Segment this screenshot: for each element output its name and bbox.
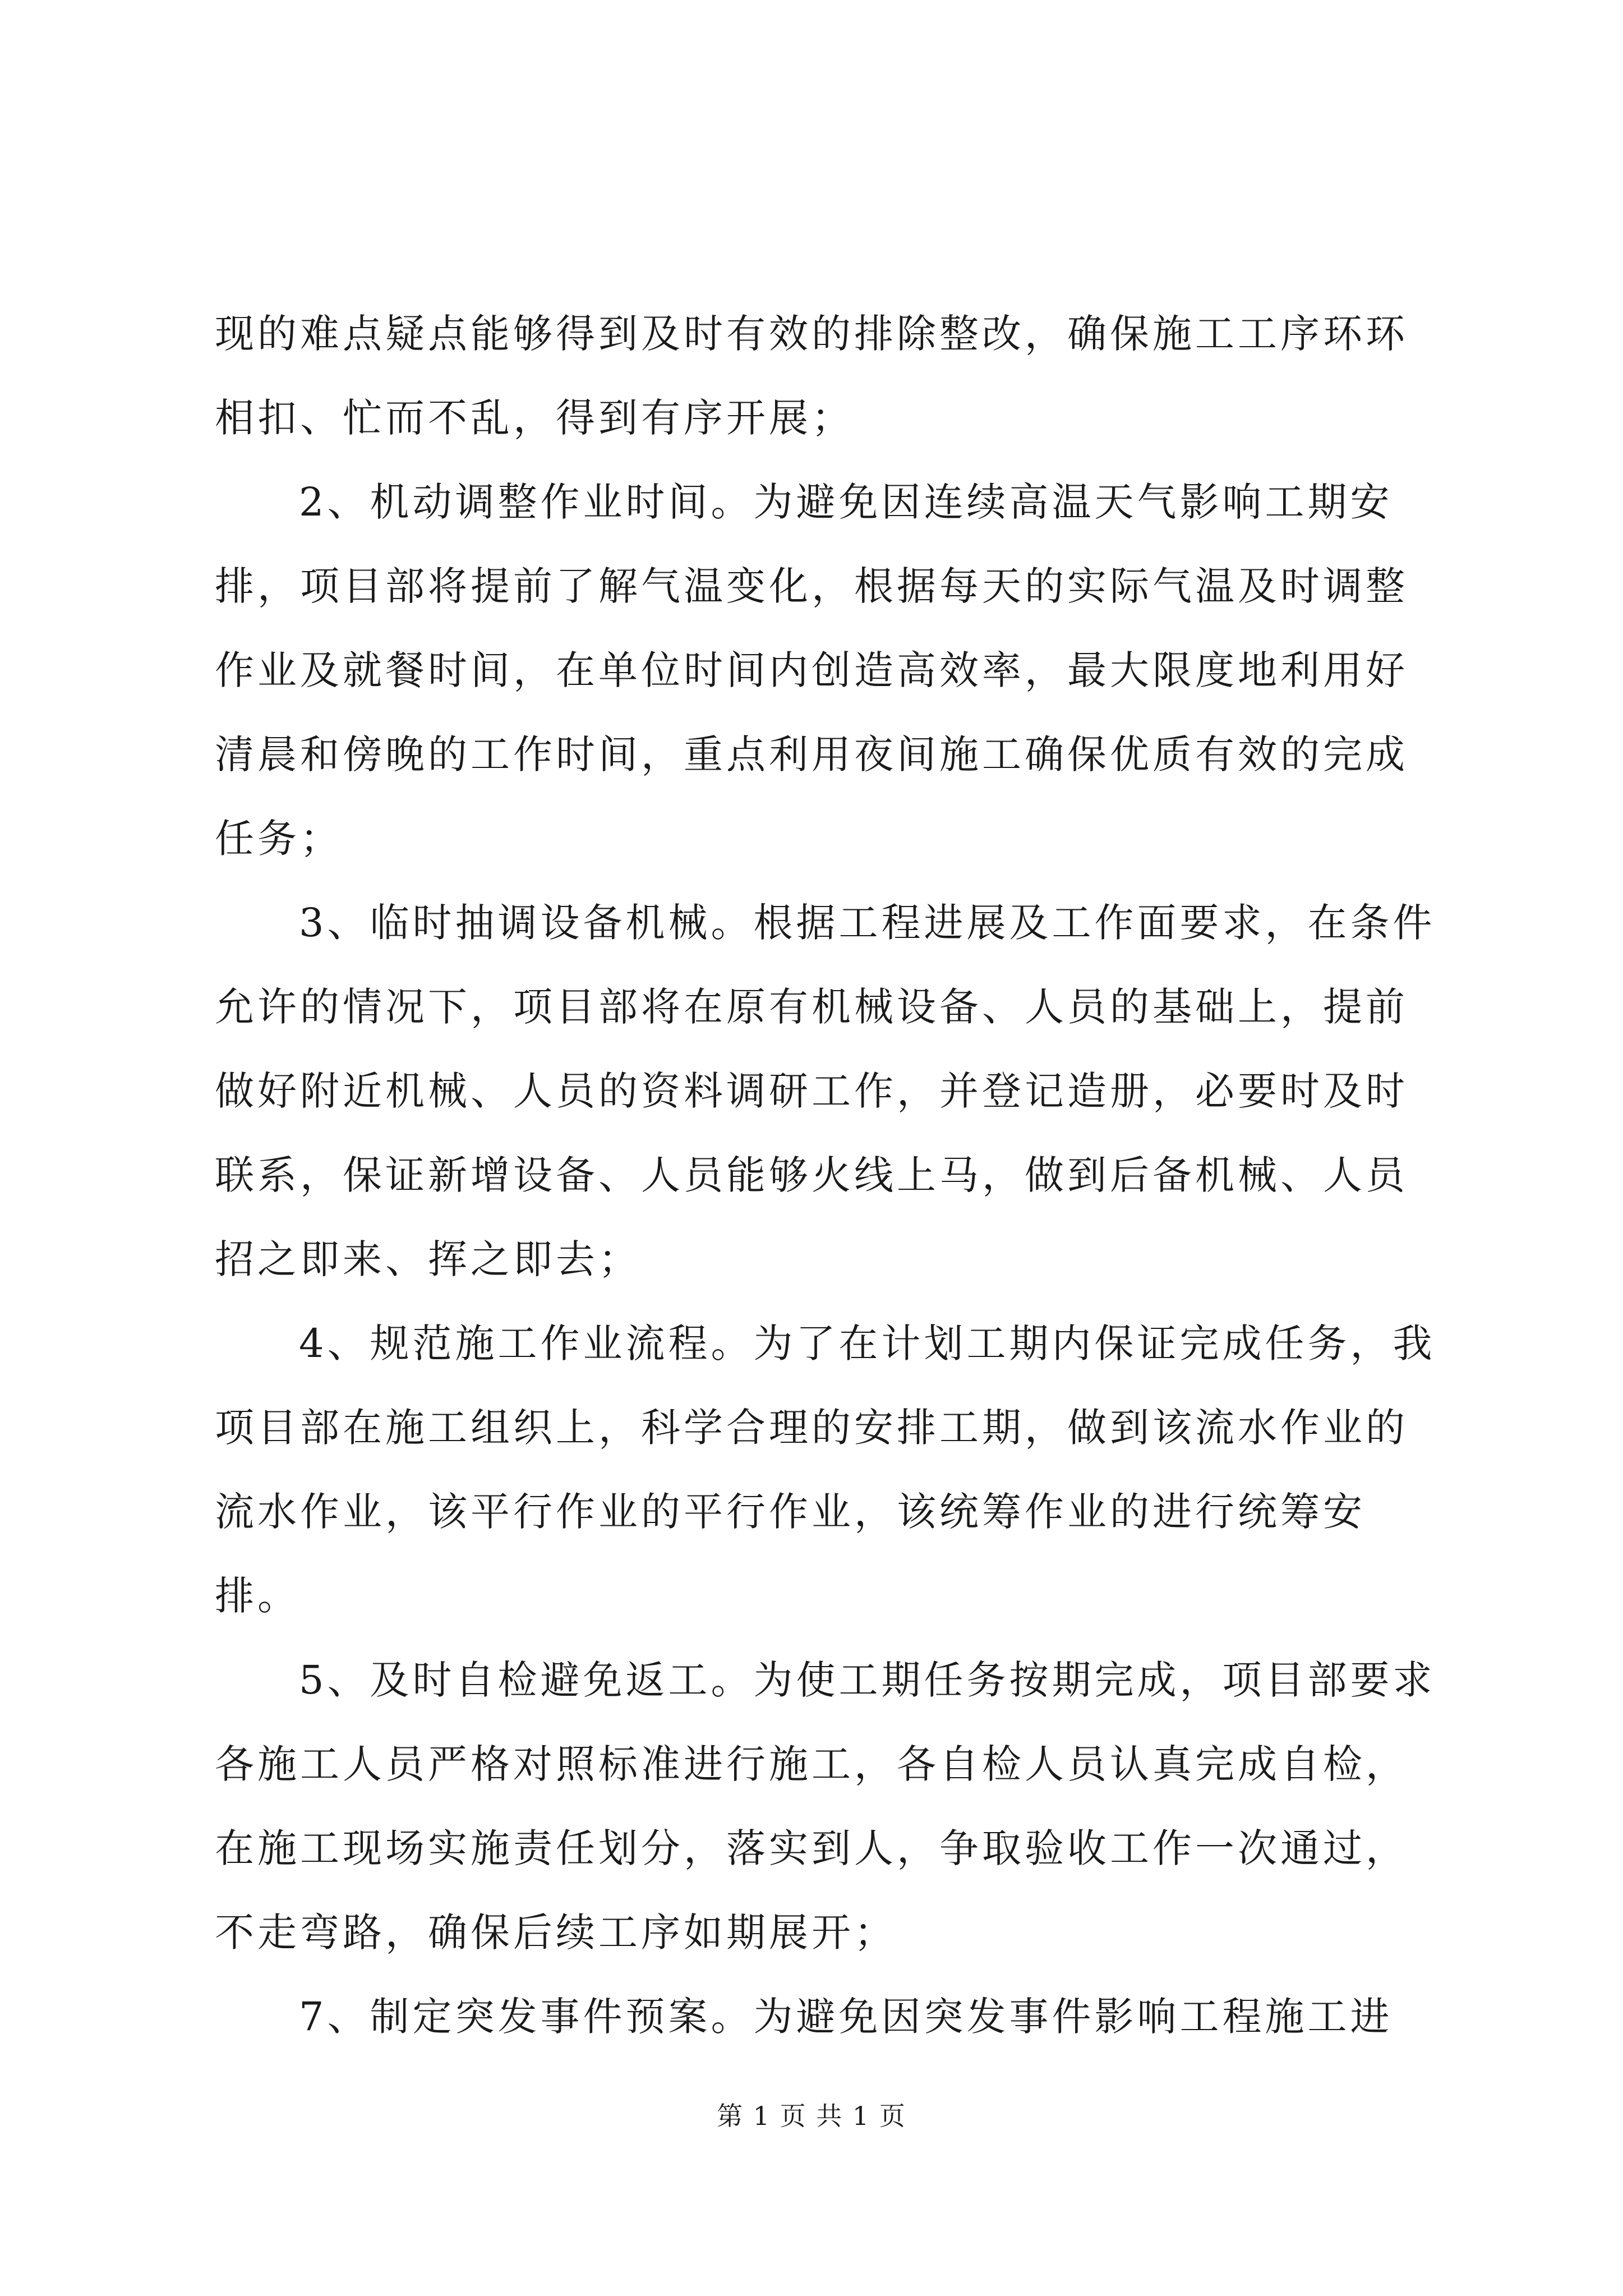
paragraph-item-3: 3、临时抽调设备机械。根据工程进展及工作面要求，在条件允许的情况下，项目部将在原有机械设备、人员的基础上，提前做好附近机械、人员的资料调研工作，并登记造册，必要时及时联系，保证新增设备、人员能够火线上马，做到后备机械、人员招之即来、挥之即去； xyxy=(215,900,1436,1282)
paragraph-item-2: 2、机动调整作业时间。为避免因连续高温天气影响工期安排，项目部将提前了解气温变化，根据每天的实际气温及时调整作业及就餐时间，在单位时间内创造高效率，最大限度地利用好清晨和傍晚的工作时间，重点利用夜间施工确保优质有效的完成任务； xyxy=(215,479,1408,862)
document-body xyxy=(215,292,1443,2059)
paragraph-item-4: 4、规范施工作业流程。为了在计划工期内保证完成任务，我项目部在施工组织上，科学合理的安排工期，做到该流水作业的流水作业，该平行作业的平行作业，该统筹作业的进行统筹安排。 xyxy=(215,1320,1436,1619)
paragraph-item-5: 5、及时自检避免返工。为使工期任务按期完成，项目部要求各施工人员严格对照标准进行施工，各自检人员认真完成自检，在施工现场实施责任划分，落实到人，争取验收工作一次通过，不走弯路，确保后续工序如期展开； xyxy=(215,1657,1436,1955)
paragraph-item-7: 7、制定突发事件预案。为避免因突发事件影响工程施工进 xyxy=(299,1994,1393,2040)
paragraph-continuation: 现的难点疑点能够得到及时有效的排除整改，确保施工工序环环相扣、忙而不乱，得到有序开展； xyxy=(215,311,1408,441)
page-footer: 第 1 页 共 1 页 xyxy=(717,2101,906,2131)
